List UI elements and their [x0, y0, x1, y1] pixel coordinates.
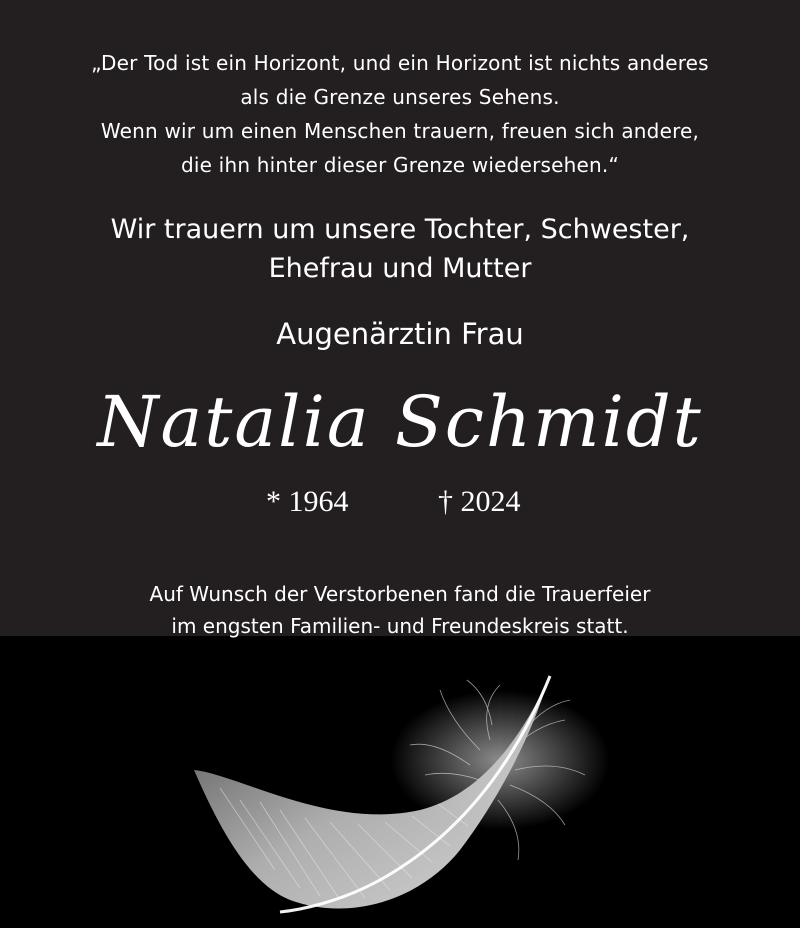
- funeral-notice: [0, 578, 800, 642]
- deceased-name: Natalia Schmidt: [97, 381, 703, 463]
- feather-image: [180, 660, 620, 928]
- quote-line: „Der Tod ist ein Horizont, und ein Horizont ist nichts anderes: [91, 51, 709, 75]
- life-dates: [0, 482, 800, 522]
- deceased-title: Augenärztin Frau: [276, 317, 524, 351]
- quote-line: Wenn wir um einen Menschen trauern, freuen sich andere,: [100, 119, 700, 143]
- quote-line: als die Grenze unseres Sehens.: [240, 85, 560, 109]
- quote-line: die ihn hinter dieser Grenze wiedersehen.“: [180, 153, 620, 177]
- quote: [0, 46, 800, 182]
- birth-year: * 1964: [266, 485, 349, 518]
- notice-line: Auf Wunsch der Verstorbenen fand die Trauerfeier: [149, 582, 651, 606]
- death-year: † 2024: [438, 485, 521, 518]
- mourning-line: Ehefrau und Mutter: [268, 253, 532, 284]
- notice-line: im engsten Familien- und Freundeskreis statt.: [171, 614, 629, 638]
- mourning-statement: [0, 210, 800, 288]
- mourning-line: Wir trauern um unsere Tochter, Schwester,: [110, 214, 690, 245]
